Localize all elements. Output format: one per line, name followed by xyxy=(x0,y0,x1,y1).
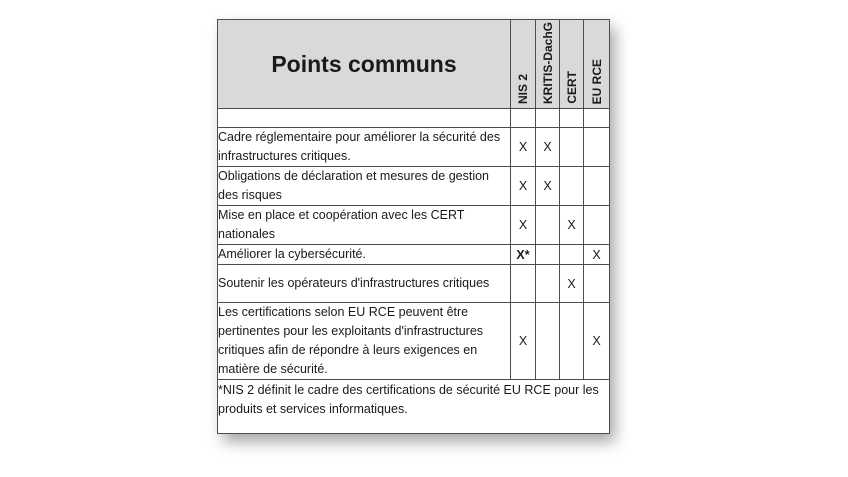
row-description: Mise en place et coopération avec les CERT nationales xyxy=(218,206,511,245)
row-description: Soutenir les opérateurs d'infrastructures critiques xyxy=(218,265,511,303)
spacer-cell xyxy=(560,109,584,128)
spacer-cell xyxy=(536,109,560,128)
mark-cell: X xyxy=(584,303,610,380)
table-row xyxy=(218,265,610,303)
table-row xyxy=(218,206,610,245)
spacer-cell xyxy=(511,109,536,128)
spacer-cell xyxy=(584,109,610,128)
column-label: EU RCE xyxy=(589,58,604,104)
mark-cell: X xyxy=(511,167,536,206)
mark-cell xyxy=(536,265,560,303)
mark-cell xyxy=(584,206,610,245)
table-title: Points communs xyxy=(218,20,511,109)
row-description: Cadre réglementaire pour améliorer la sécurité des infrastructures critiques. xyxy=(218,128,511,167)
mark-cell: X xyxy=(584,245,610,265)
footnote-row xyxy=(218,380,610,434)
row-description: Améliorer la cybersécurité. xyxy=(218,245,511,265)
mark-cell: X xyxy=(511,128,536,167)
column-label: NIS 2 xyxy=(516,73,530,104)
column-label: CERT xyxy=(564,71,579,104)
mark-cell xyxy=(511,265,536,303)
comparison-table xyxy=(217,19,610,434)
mark-cell xyxy=(560,245,584,265)
mark-cell: X* xyxy=(511,245,536,265)
mark-cell xyxy=(536,303,560,380)
column-header-kritis xyxy=(536,20,560,109)
mark-cell xyxy=(584,128,610,167)
mark-cell xyxy=(560,167,584,206)
table-row xyxy=(218,303,610,380)
footnote-text: *NIS 2 définit le cadre des certifications de sécurité EU RCE pour les produits et services informatiques. xyxy=(218,383,599,416)
mark-cell xyxy=(560,303,584,380)
table-row xyxy=(218,245,610,265)
mark-cell: X xyxy=(536,167,560,206)
comparison-card xyxy=(217,19,609,434)
mark-cell: X xyxy=(560,265,584,303)
column-label: KRITIS-DachG xyxy=(540,21,555,104)
column-header-eu-rce xyxy=(584,20,610,109)
row-description: Les certifications selon EU RCE peuvent être pertinentes pour les exploitants d'infrastructures critiques afin de répondre à leurs exigences en matière de sécurité. xyxy=(218,303,511,380)
mark-cell xyxy=(536,245,560,265)
table-row xyxy=(218,167,610,206)
row-description: Obligations de déclaration et mesures de gestion des risques xyxy=(218,167,511,206)
mark-cell: X xyxy=(511,303,536,380)
mark-cell: X xyxy=(536,128,560,167)
mark-cell xyxy=(560,128,584,167)
column-header-nis2 xyxy=(511,20,536,109)
column-header-cert xyxy=(560,20,584,109)
mark-cell xyxy=(536,206,560,245)
mark-cell xyxy=(584,265,610,303)
footnote xyxy=(218,380,610,434)
spacer-row xyxy=(218,109,610,128)
header-row xyxy=(218,20,610,109)
mark-cell: X xyxy=(511,206,536,245)
table-row xyxy=(218,128,610,167)
mark-cell xyxy=(584,167,610,206)
mark-cell: X xyxy=(560,206,584,245)
spacer-cell xyxy=(218,109,511,128)
